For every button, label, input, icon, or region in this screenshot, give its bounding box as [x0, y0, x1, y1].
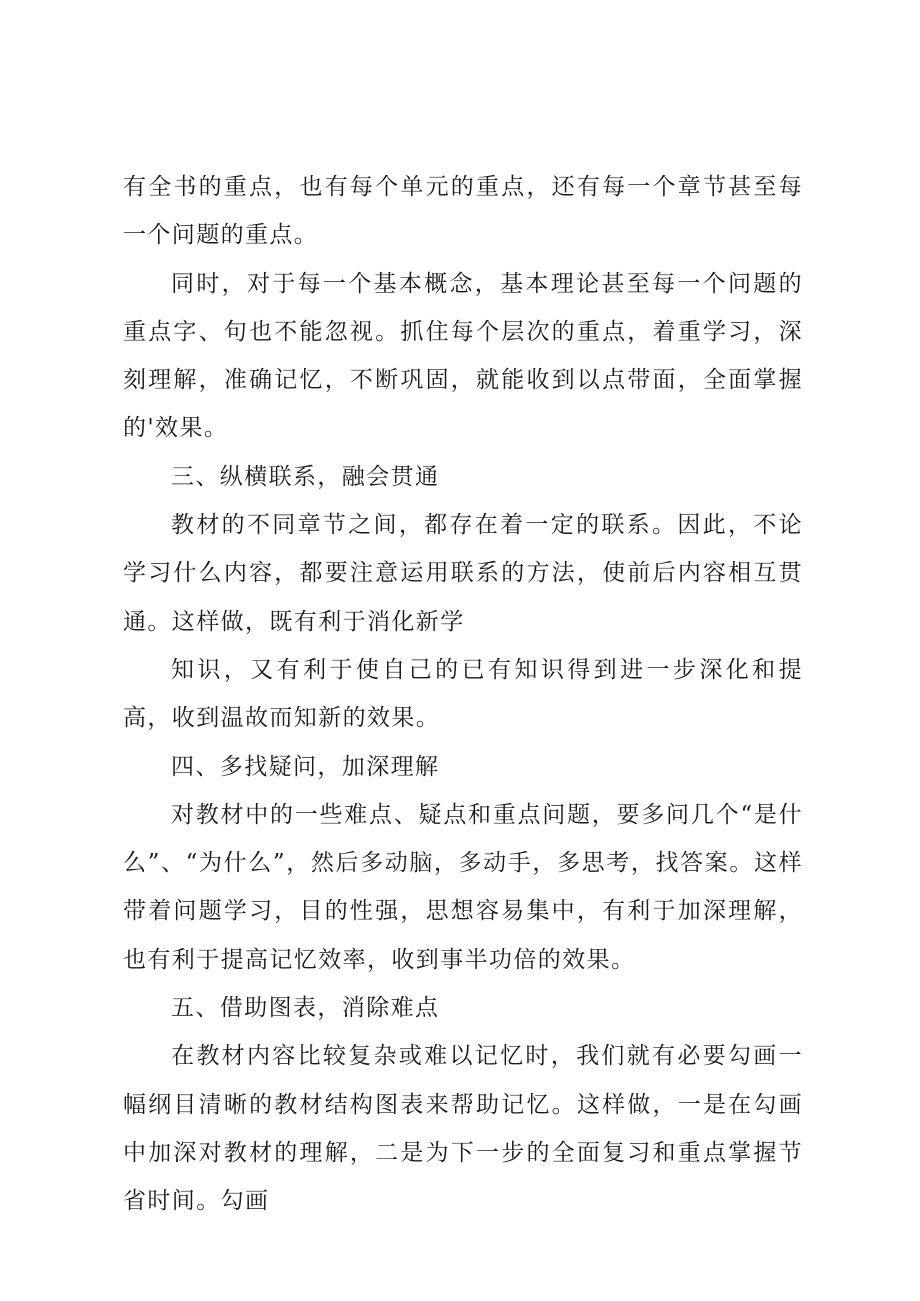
paragraph-key-points-scope: 有全书的重点，也有每个单元的重点，还有每一个章节甚至每一个问题的重点。	[123, 174, 803, 249]
paragraph-questions: 对教材中的一些难点、疑点和重点问题，要多问几个“是什么”、“为什么”，然后多动脑，多动手，多思考，找答案。这样带着问题学习，目的性强，思想容易集中，有利于加深理解，也有利于提高记忆效率，收到事半功倍的效果。	[123, 801, 803, 973]
section-heading-5: 五、借助图表，消除难点	[171, 995, 440, 1022]
section-heading-4: 四、多找疑问，加深理解	[171, 753, 440, 780]
paragraph-connections: 教材的不同章节之间，都存在着一定的联系。因此，不论学习什么内容，都要注意运用联系的方法，使前后内容相互贯通。这样做，既有利于消化新学	[123, 512, 803, 635]
paragraph-charts: 在教材内容比较复杂或难以记忆时，我们就有必要勾画一幅纲目清晰的教材结构图表来帮助记忆。这样做，一是在勾画中加深对教材的理解，二是为下一步的全面复习和重点掌握节省时间。勾画	[123, 1043, 803, 1215]
section-heading-3: 三、纵横联系，融会贯通	[171, 463, 440, 490]
paragraph-key-words: 同时，对于每一个基本概念，基本理论甚至每一个问题的重点字、句也不能忽视。抓住每个层次的重点，着重学习，深刻理解，准确记忆，不断巩固，就能收到以点带面，全面掌握的'效果。	[123, 270, 803, 442]
document-body	[123, 163, 803, 1226]
paragraph-review-knowledge: 知识，又有利于使自己的已有知识得到进一步深化和提高，收到温故而知新的效果。	[123, 656, 803, 732]
